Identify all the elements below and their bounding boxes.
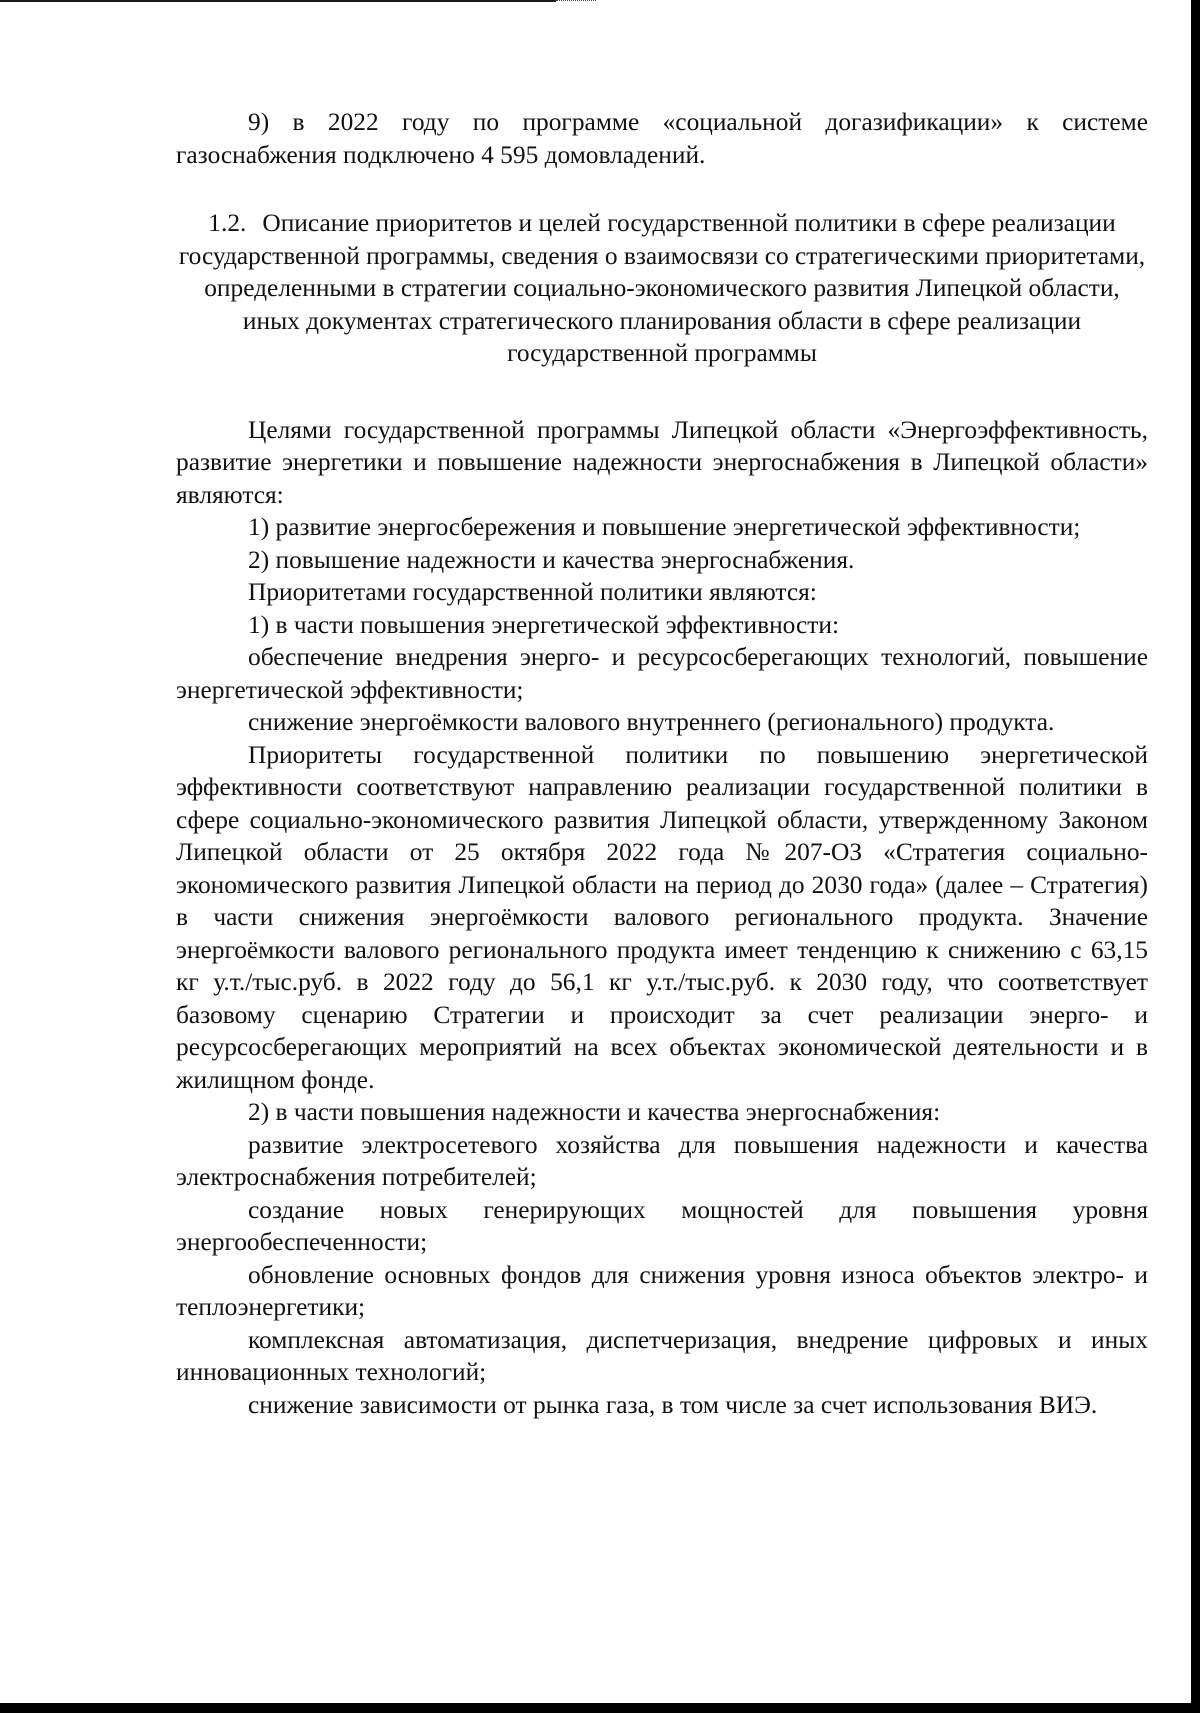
body-paragraph: 1) в части повышения энергетической эффективности: (248, 610, 840, 639)
body-paragraph: Целями государственной программы Липецкой области «Энергоэффективность, развитие энергетики и повышение надежности энергоснабжения в Липецкой области» являются: (176, 415, 1148, 509)
body-paragraph: обновление основных фондов для снижения уровня износа объектов электро- и теплоэнергетики; (176, 1260, 1148, 1321)
section-title: Описание приоритетов и целей государственной политики в сфере реализации государственной программы, сведения о взаимосвязи со стратегическими приоритетами, определенными в стратегии социально-экономического развития Липецкой области, иных документах стратегического планирования области в сфере реализации государственной программы (178, 209, 1146, 367)
scan-edge-bottom (0, 1703, 1200, 1713)
body-paragraph: снижение энергоёмкости валового внутреннего (регионального) продукта. (248, 708, 1055, 736)
body-paragraph: снижение зависимости от рынка газа, в том числе за счет использования ВИЭ. (248, 1390, 1098, 1419)
section-number: 1.2. (208, 209, 247, 237)
body-paragraph: 1) развитие энергосбережения и повышение энергетической эффективности; (248, 513, 1081, 541)
body-paragraph: 2) в части повышения надежности и качества энергоснабжения: (248, 1098, 941, 1126)
scan-edge-top (0, 0, 556, 2)
section-heading (176, 207, 1148, 370)
body-paragraph: развитие электросетевого хозяйства для повышения надежности и качества электроснабжения потребителей; (176, 1130, 1148, 1191)
body-paragraph: Приоритеты государственной политики по повышению энергетической эффективности соответствуют направлению реализации государственной политики в сфере социально-экономического развития Липецкой области, утвержденному Законом Липецкой области от 25 октября 2022 года №207-ОЗ «Стратегия социально-экономического развития Липецкой области на период до 2030 года» (далее – Стратегия) в части снижения энергоёмкости валового регионального продукта. Значение энергоёмкости валового регионального продукта имеет тенденцию к снижению с 63,15 кг у.т./тыс.руб. в 2022 году до 56,1 кг у.т./тыс.руб. к 2030 году, что соответствует базовому сценарию Стратегии и происходит за счет реализации энерго- и ресурсосберегающих мероприятий на всех объектах экономической деятельности и в жилищном фонде. (176, 740, 1148, 1094)
scan-edge-right (1191, 0, 1200, 1713)
intro-paragraph: 9) в 2022 году по программе «социальной догазификации» к системе газоснабжения подключено 4 595 домовладений. (176, 108, 1148, 169)
body-paragraph: обеспечение внедрения энерго- и ресурсосберегающих технологий, повышение энергетической эффективности; (176, 643, 1148, 704)
body-paragraph: Приоритетами государственной политики являются: (248, 578, 817, 606)
body-paragraph: комплексная автоматизация, диспетчеризация, внедрение цифровых и иных инновационных технологий; (176, 1325, 1148, 1386)
scan-edge-top-dots (556, 0, 596, 2)
body-paragraph: создание новых генерирующих мощностей для повышения уровня энергообеспеченности; (176, 1195, 1148, 1256)
body-paragraph: 2) повышение надежности и качества энергоснабжения. (248, 545, 855, 574)
document-page (176, 106, 1148, 1421)
